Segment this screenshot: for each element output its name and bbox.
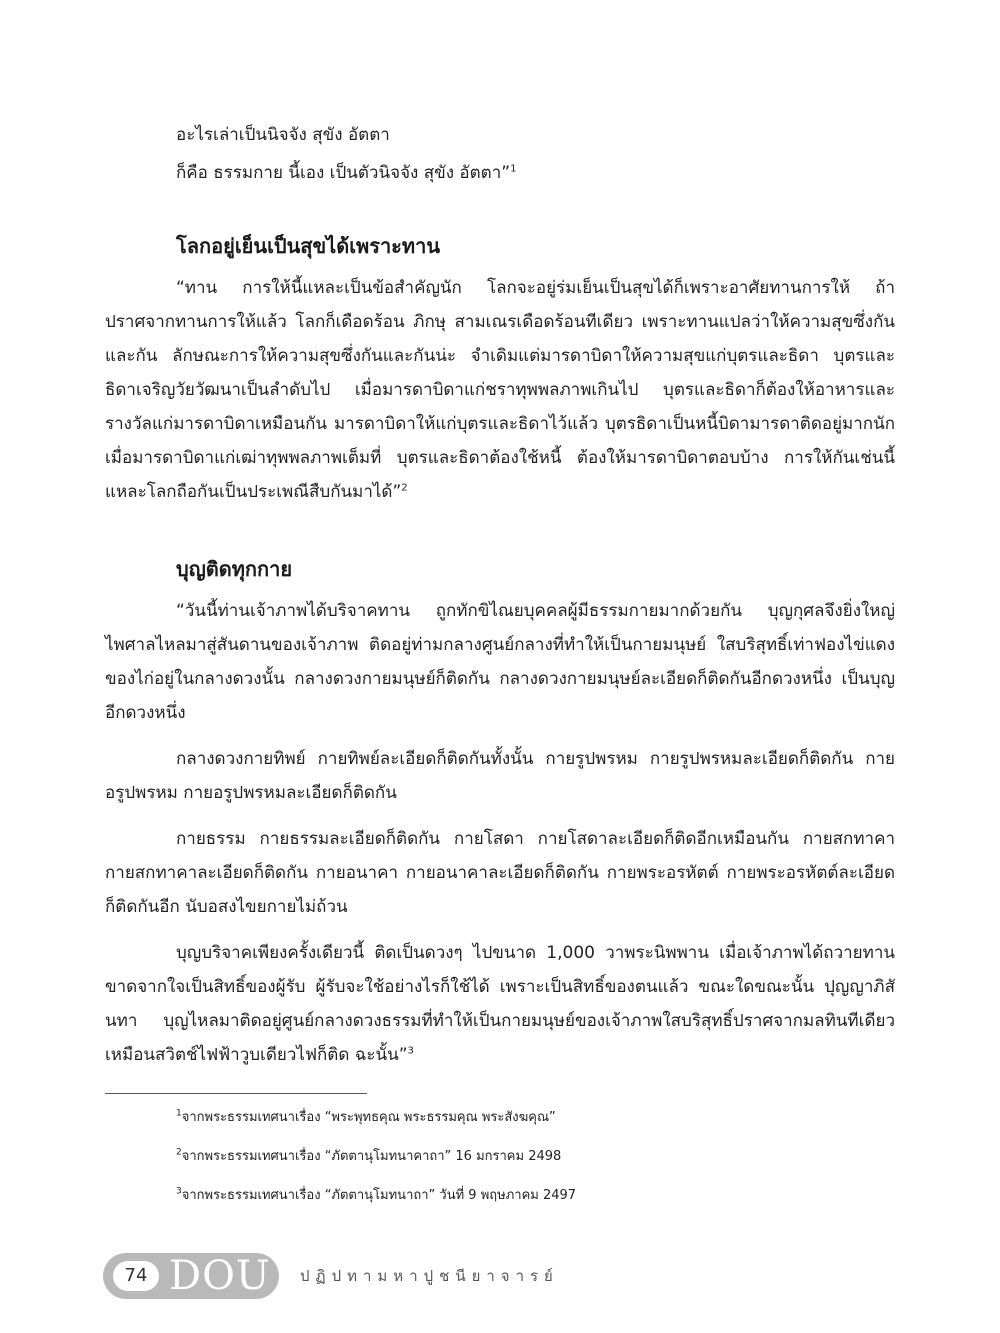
footnote-text: จากพระธรรมเทศนาเรื่อง “ภัตตานุโมทนาถา” วันที่ 9 พฤษภาคม 2497: [181, 1188, 577, 1203]
section-2-body: [105, 594, 895, 1084]
page-number: 74: [113, 1261, 159, 1291]
footnote-3: [176, 1186, 876, 1206]
footnote-ref-3[interactable]: 3: [407, 1045, 414, 1057]
footnote-1: [176, 1108, 876, 1128]
dou-logo: DOU: [169, 1253, 271, 1299]
section-1-paragraph-text: “ทาน การให้นี้แหละเป็นข้อสำคัญนัก โลกจะอยู่ร่มเย็นเป็นสุขได้ก็เพราะอาศัยทานการให้ ถ้าปราศจากทานการให้แล้ว โลกก็เดือดร้อน ภิกษุ สามเณรเดือดร้อนทีเดียว เพราะทานแปลว่าให้ความสุขซึ่งกันและกัน ลักษณะการให้ความสุขซึ่งกันและกันน่ะ จำเดิมแต่มารดาบิดาให้ความสุขแก่บุตรและธิดา บุตรและธิดาเจริญวัยวัฒนาเป็นลำดับไป เมื่อมารดาบิดาแก่ชราทุพพลภาพเกินไป บุตรและธิดาก็ต้องให้อาหารและรางวัลแก่มารดาบิดาเหมือนกัน มารดาบิดาให้แก่บุตรและธิดาไว้แล้ว บุตรธิดาเป็นหนี้บิดามารดาติดอยู่มากนัก เมื่อมารดาบิดาแก่เฒ่าทุพพลภาพเต็มที่ บุตรและธิดาต้องใช้หนี้ ต้องให้มารดาบิดาตอบบ้าง การให้กันเช่นนี้แหละโลกถือกันเป็นประเพณีสืบกันมาได้”: [105, 278, 895, 502]
section-1-paragraph: [105, 271, 895, 509]
section-heading-1: โลกอยู่เย็นเป็นสุขได้เพราะทาน: [176, 234, 441, 258]
footnote-number: 1: [176, 1108, 182, 1119]
section-2-paragraph-4-text: บุญบริจาคเพียงครั้งเดียวนี้ ติดเป็นดวงๆ ไปขนาด 1,000 วาพระนิพพาน เมื่อเจ้าภาพได้ถวายทานขาดจากใจเป็นสิทธิ์ของผู้รับ ผู้รับจะใช้อย่างไรก็ใช้ได้ เพราะเป็นสิทธิ์ของตนแล้ว ขณะใดขณะนั้น ปุญญาภิสันทา บุญไหลมาติดอยู่ศูนย์กลางดวงธรรมที่ทำให้เป็นกายมนุษย์ของเจ้าภาพใสบริสุทธิ์ปราศจากมลทินทีเดียว เหมือนสวิตช์ไฟฟ้าวูบเดียวไฟก็ติด ฉะนั้น”: [105, 943, 895, 1065]
section-2-paragraph-2: กลางดวงกายทิพย์ กายทิพย์ละเอียดก็ติดกันทั้งนั้น กายรูปพรหม กายรูปพรหมละเอียดก็ติดกัน กายอรูปพรหม กายอรูปพรหมละเอียดก็ติดกัน: [105, 749, 895, 803]
section-heading-2: บุญติดทุกกาย: [176, 557, 293, 581]
footer-badge: [103, 1253, 279, 1299]
footnote-text: จากพระธรรมเทศนาเรื่อง “พระพุทธคุณ พระธรรมคุณ พระสังฆคุณ”: [181, 1110, 556, 1125]
section-1-body: [105, 271, 895, 521]
footnote-number: 3: [176, 1186, 182, 1197]
footnotes: [176, 1108, 876, 1225]
footnote-2: [176, 1147, 876, 1167]
section-2-paragraph-3: กายธรรม กายธรรมละเอียดก็ติดกัน กายโสดา กายโสดาละเอียดก็ติดอีกเหมือนกัน กายสกทาคา กายสกทาคาละเอียดก็ติดกัน กายอนาคา กายอนาคาละเอียดก็ติดกัน กายพระอรหัตต์ กายพระอรหัตต์ละเอียดก็ติดกันอีก นับอสงไขยกายไม่ถ้วน: [105, 829, 895, 917]
footnote-text: จากพระธรรมเทศนาเรื่อง “ภัตตานุโมทนาคาถา” 16 มกราคม 2498: [181, 1149, 562, 1164]
footnote-ref-1[interactable]: 1: [510, 163, 517, 175]
section-2-paragraph-1: “วันนี้ท่านเจ้าภาพได้บริจาคทาน ถูกทักขิไณยบุคคลผู้มีธรรมกายมากด้วยกัน บุญกุศลจึงยิ่งใหญ่ไพศาลไหลมาสู่สันดานของเจ้าภาพ ติดอยู่ท่ามกลางศูนย์กลางที่ทำให้เป็นกายมนุษย์ ใสบริสุทธิ์เท่าฟองไข่แดงของไก่อยู่ในกลางดวงนั้น กลางดวงกายมนุษย์ก็ติดกัน กลางดวงกายมนุษย์ละเอียดก็ติดกันอีกดวงหนึ่ง เป็นบุญอีกดวงหนึ่ง: [105, 601, 895, 723]
verse-line-1: อะไรเล่าเป็นนิจจัง สุขัง อัตตา: [176, 125, 390, 145]
footnote-ref-2[interactable]: 2: [401, 482, 408, 494]
verse-line-2: [176, 156, 516, 190]
verse-line-2-text: ก็คือ ธรรมกาย นี้เอง เป็นตัวนิจจัง สุขัง อัตตา”: [176, 163, 511, 183]
running-book-title: ปฏิปทามหาปูชนียาจารย์: [300, 1267, 559, 1285]
footnote-divider: [105, 1093, 367, 1094]
footnote-number: 2: [176, 1147, 182, 1158]
section-2-paragraph-4: [105, 936, 895, 1072]
